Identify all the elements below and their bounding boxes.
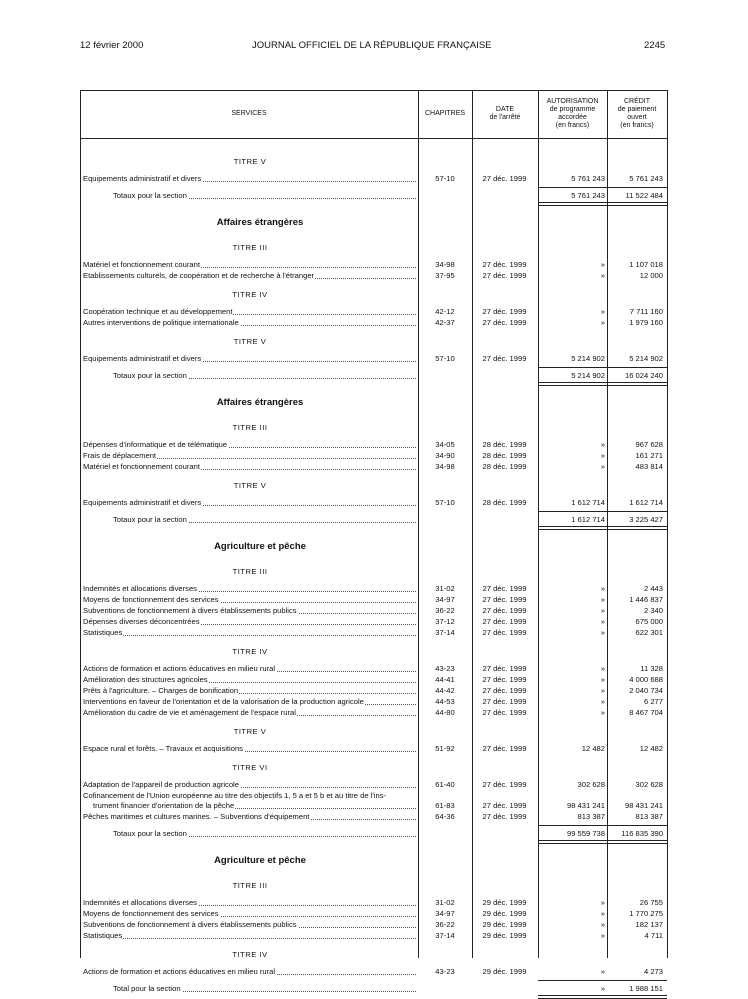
table-row <box>80 685 667 696</box>
service-text: Totaux pour la section <box>113 829 187 838</box>
autorisation-cell: » <box>600 440 605 449</box>
credit-cell: 1 612 714 <box>629 498 663 507</box>
table-row <box>80 696 667 707</box>
table-row <box>80 897 667 908</box>
titre-heading <box>80 156 667 167</box>
titre-heading <box>80 646 667 657</box>
chapitre-cell: 61-40 <box>435 780 455 789</box>
date-cell: 27 déc. 1999 <box>482 801 527 810</box>
chapitre-cell: 57-10 <box>435 354 455 363</box>
total-double-rule <box>538 382 667 386</box>
service-name <box>83 461 416 472</box>
column-header-date <box>472 90 538 138</box>
column-header-text: ouvert <box>627 114 647 121</box>
chapitre-cell: 57-10 <box>435 498 455 507</box>
service-name <box>83 173 416 184</box>
column-header-text: de l'arrêté <box>489 114 521 121</box>
titre-label: TITRE V <box>233 727 267 736</box>
table-row <box>80 353 667 364</box>
credit-cell: 98 431 241 <box>624 801 663 810</box>
titre-heading <box>80 762 667 773</box>
credit-cell: 161 271 <box>635 451 663 460</box>
date-cell: 27 déc. 1999 <box>482 584 527 593</box>
dot-leader <box>83 938 416 939</box>
chapitre-cell: 34-90 <box>435 451 455 460</box>
autorisation-cell: » <box>600 708 605 717</box>
service-text: Coopération technique et au développement <box>83 307 233 316</box>
section-heading <box>80 855 667 868</box>
dot-leader <box>83 635 416 636</box>
table-row <box>80 707 667 718</box>
service-name <box>83 317 416 328</box>
table-row <box>80 594 667 605</box>
autorisation-cell: 12 482 <box>581 744 605 753</box>
credit-cell: 1 770 275 <box>629 909 663 918</box>
autorisation-cell: » <box>600 606 605 615</box>
autorisation-cell: » <box>600 931 605 940</box>
chapitre-cell: 34-97 <box>435 909 455 918</box>
column-header-text: de programme <box>549 106 596 113</box>
service-text: Espace rural et forêts. – Travaux et acquisitions <box>83 744 243 753</box>
total-row <box>80 828 667 839</box>
chapitre-cell: 37-14 <box>435 931 455 940</box>
credit-cell: 2 443 <box>643 584 663 593</box>
service-name <box>113 370 416 381</box>
date-cell: 27 déc. 1999 <box>482 354 527 363</box>
chapitre-cell: 44-42 <box>435 686 455 695</box>
autorisation-cell: » <box>600 318 605 327</box>
service-name <box>83 450 416 461</box>
total-credit: 1 988 151 <box>629 984 663 993</box>
chapitre-cell: 34-98 <box>435 260 455 269</box>
date-cell: 27 déc. 1999 <box>482 606 527 615</box>
credit-cell: 4 711 <box>644 931 663 940</box>
date-cell: 29 déc. 1999 <box>482 920 527 929</box>
service-text: Equipements administratif et divers <box>83 498 202 507</box>
service-text: Actions de formation et actions éducatives en milieu rural <box>83 664 276 673</box>
total-rule <box>538 367 667 368</box>
chapitre-cell: 34-05 <box>435 440 455 449</box>
service-name <box>83 627 416 638</box>
service-name <box>83 439 416 450</box>
credit-cell: 2 040 734 <box>629 686 663 695</box>
column-header-credit <box>607 90 667 138</box>
chapitre-cell: 43-23 <box>435 967 455 976</box>
titre-label: TITRE IV <box>232 950 268 959</box>
titre-label: TITRE III <box>232 423 268 432</box>
autorisation-cell: » <box>600 584 605 593</box>
service-name <box>83 743 416 754</box>
chapitre-cell: 42-12 <box>435 307 455 316</box>
table-row <box>80 497 667 508</box>
total-double-rule <box>538 526 667 530</box>
service-name <box>83 966 416 977</box>
credit-cell: 8 467 704 <box>629 708 663 717</box>
chapitre-cell: 42-37 <box>435 318 455 327</box>
autorisation-cell: 1 612 714 <box>571 498 605 507</box>
service-text: Totaux pour la section <box>113 191 187 200</box>
service-name <box>83 306 416 317</box>
credit-cell: 11 328 <box>640 664 663 673</box>
titre-label: TITRE III <box>232 243 268 252</box>
column-header-text: de paiement <box>617 106 657 113</box>
column-header-text: SERVICES <box>231 110 267 117</box>
titre-heading <box>80 336 667 347</box>
journal-title: JOURNAL OFFICIEL DE LA RÉPUBLIQUE FRANÇAISE <box>252 40 492 51</box>
date-cell: 29 déc. 1999 <box>482 931 527 940</box>
service-name <box>93 800 416 811</box>
total-double-rule <box>538 995 667 999</box>
autorisation-cell: » <box>600 260 605 269</box>
date-cell: 27 déc. 1999 <box>482 697 527 706</box>
autorisation-cell: » <box>600 675 605 684</box>
credit-cell: 5 214 902 <box>629 354 663 363</box>
titre-label: TITRE IV <box>232 647 268 656</box>
credit-cell: 813 387 <box>635 812 663 821</box>
service-name <box>83 779 416 790</box>
table-row <box>80 583 667 594</box>
service-text: Amélioration du cadre de vie et aménagement de l'espace rural <box>83 708 296 717</box>
titre-label: TITRE V <box>233 481 267 490</box>
titre-heading <box>80 566 667 577</box>
chapitre-cell: 36-22 <box>435 606 455 615</box>
autorisation-cell: 302 628 <box>577 780 605 789</box>
credit-cell: 302 628 <box>635 780 663 789</box>
section-heading <box>80 217 667 230</box>
titre-label: TITRE IV <box>232 290 268 299</box>
date-cell: 29 déc. 1999 <box>482 909 527 918</box>
table-row <box>80 306 667 317</box>
date-cell: 29 déc. 1999 <box>482 898 527 907</box>
service-name <box>113 514 416 525</box>
col-divider <box>667 90 668 958</box>
chapitre-cell: 44-53 <box>435 697 455 706</box>
table-row <box>80 317 667 328</box>
credit-cell: 7 711 160 <box>629 307 663 316</box>
date-cell: 28 déc. 1999 <box>482 440 527 449</box>
service-text: Amélioration des structures agricoles <box>83 675 208 684</box>
table-row <box>80 259 667 270</box>
total-autorisation: 5 761 243 <box>571 191 605 200</box>
date-cell: 27 déc. 1999 <box>482 686 527 695</box>
service-text: Dépenses d'informatique et de télématique <box>83 440 228 449</box>
table-row <box>80 930 667 941</box>
column-header-text: (en francs) <box>555 122 590 129</box>
chapitre-cell: 37-12 <box>435 617 455 626</box>
table-row <box>80 616 667 627</box>
autorisation-cell: » <box>600 307 605 316</box>
chapitre-cell: 51-92 <box>435 744 455 753</box>
section-label: Affaires étrangères <box>216 397 304 408</box>
titre-label: TITRE VI <box>232 763 268 772</box>
total-credit: 116 835 390 <box>621 829 663 838</box>
credits-table <box>80 90 667 993</box>
total-credit: 11 522 484 <box>625 191 663 200</box>
credit-cell: 5 761 243 <box>629 174 663 183</box>
credit-cell: 12 482 <box>639 744 663 753</box>
autorisation-cell: » <box>600 271 605 280</box>
chapitre-cell: 44-41 <box>435 675 455 684</box>
column-header-text: DATE <box>495 106 515 113</box>
service-text: trument financier d'orientation de la pêche <box>93 801 235 810</box>
autorisation-cell: » <box>600 920 605 929</box>
service-name <box>83 259 416 270</box>
table-row <box>80 674 667 685</box>
total-autorisation: 1 612 714 <box>571 515 605 524</box>
date-cell: 27 déc. 1999 <box>482 318 527 327</box>
table-row <box>80 461 667 472</box>
date-cell: 27 déc. 1999 <box>482 617 527 626</box>
date-cell: 27 déc. 1999 <box>482 260 527 269</box>
service-name <box>83 583 416 594</box>
date-cell: 27 déc. 1999 <box>482 675 527 684</box>
service-text: Dépenses diverses déconcentrées <box>83 617 200 626</box>
autorisation-cell: » <box>600 686 605 695</box>
autorisation-cell: 813 387 <box>577 812 605 821</box>
chapitre-cell: 61-83 <box>435 801 455 810</box>
chapitre-cell: 31-02 <box>435 898 455 907</box>
titre-label: TITRE V <box>233 157 267 166</box>
chapitre-cell: 36-22 <box>435 920 455 929</box>
section-label: Affaires étrangères <box>216 217 304 228</box>
table-row <box>80 811 667 822</box>
autorisation-cell: » <box>600 967 605 976</box>
chapitre-cell: 34-97 <box>435 595 455 604</box>
titre-heading <box>80 480 667 491</box>
service-text: Subventions de fonctionnement à divers établissements publics <box>83 920 297 929</box>
credit-cell: 483 814 <box>635 462 663 471</box>
autorisation-cell: » <box>600 617 605 626</box>
service-text: Total pour la section <box>113 984 181 993</box>
service-name <box>83 919 416 930</box>
service-name <box>83 930 416 941</box>
service-text: Autres interventions de politique internationale <box>83 318 239 327</box>
credit-cell: 4 000 688 <box>629 675 663 684</box>
service-text: Equipements administratif et divers <box>83 354 202 363</box>
titre-heading <box>80 422 667 433</box>
date-cell: 29 déc. 1999 <box>482 967 527 976</box>
total-rule <box>538 187 667 188</box>
date-cell: 27 déc. 1999 <box>482 708 527 717</box>
total-row <box>80 983 667 994</box>
service-name <box>83 674 416 685</box>
date-cell: 27 déc. 1999 <box>482 595 527 604</box>
titre-label: TITRE V <box>233 337 267 346</box>
chapitre-cell: 57-10 <box>435 174 455 183</box>
service-name <box>113 828 416 839</box>
titre-label: TITRE III <box>232 567 268 576</box>
date-cell: 28 déc. 1999 <box>482 498 527 507</box>
section-label: Agriculture et pêche <box>214 541 306 552</box>
service-text: Totaux pour la section <box>113 371 187 380</box>
table-row <box>80 627 667 638</box>
service-text: Matériel et fonctionnement courant <box>83 260 200 269</box>
header-bottom-border <box>80 138 667 139</box>
page-date: 12 février 2000 <box>80 40 144 51</box>
service-name <box>83 897 416 908</box>
service-text: Matériel et fonctionnement courant <box>83 462 200 471</box>
service-name <box>83 707 416 718</box>
autorisation-cell: 5 214 902 <box>571 354 605 363</box>
autorisation-cell: » <box>600 909 605 918</box>
date-cell: 28 déc. 1999 <box>482 462 527 471</box>
total-double-rule <box>538 202 667 206</box>
section-heading <box>80 541 667 554</box>
titre-heading <box>80 949 667 960</box>
table-row <box>80 663 667 674</box>
service-text: Adaptation de l'appareil de production agricole <box>83 780 239 789</box>
credit-cell: 4 273 <box>643 967 663 976</box>
table-row <box>80 450 667 461</box>
autorisation-cell: » <box>600 595 605 604</box>
autorisation-cell: » <box>600 462 605 471</box>
date-cell: 28 déc. 1999 <box>482 451 527 460</box>
service-text: Actions de formation et actions éducatives en milieu rural <box>83 967 276 976</box>
service-name <box>113 190 416 201</box>
service-name <box>83 594 416 605</box>
titre-heading <box>80 242 667 253</box>
date-cell: 27 déc. 1999 <box>482 271 527 280</box>
chapitre-cell: 34-98 <box>435 462 455 471</box>
table-row <box>80 908 667 919</box>
autorisation-cell: » <box>600 664 605 673</box>
total-row <box>80 370 667 381</box>
credit-cell: 967 628 <box>635 440 663 449</box>
credit-cell: 1 446 837 <box>629 595 663 604</box>
total-credit: 16 024 240 <box>624 371 663 380</box>
chapitre-cell: 37-14 <box>435 628 455 637</box>
date-cell: 27 déc. 1999 <box>482 812 527 821</box>
total-autorisation: 99 559 738 <box>566 829 605 838</box>
table-row <box>80 173 667 184</box>
credit-cell: 675 000 <box>635 617 663 626</box>
credit-cell: 2 340 <box>643 606 663 615</box>
service-name <box>83 616 416 627</box>
table-row <box>80 791 667 811</box>
titre-label: TITRE III <box>232 881 268 890</box>
credit-cell: 622 301 <box>635 628 663 637</box>
date-cell: 27 déc. 1999 <box>482 307 527 316</box>
date-cell: 27 déc. 1999 <box>482 780 527 789</box>
table-row <box>80 966 667 977</box>
service-name <box>83 497 416 508</box>
autorisation-cell: 98 431 241 <box>566 801 605 810</box>
column-header-text: AUTORISATION <box>546 98 599 105</box>
table-row <box>80 779 667 790</box>
table-row <box>80 439 667 450</box>
service-name <box>83 663 416 674</box>
service-text: Prêts à l'agriculture. – Charges de bonification <box>83 686 239 695</box>
service-text: Pêches maritimes et cultures marines. – Subventions d'équipement <box>83 812 310 821</box>
credit-cell: 182 137 <box>635 920 663 929</box>
autorisation-cell: » <box>600 898 605 907</box>
autorisation-cell: 5 761 243 <box>571 174 605 183</box>
autorisation-cell: » <box>600 628 605 637</box>
credit-cell: 12 000 <box>639 271 663 280</box>
date-cell: 27 déc. 1999 <box>482 174 527 183</box>
date-cell: 27 déc. 1999 <box>482 628 527 637</box>
chapitre-cell: 64-36 <box>435 812 455 821</box>
service-name <box>83 605 416 616</box>
service-text: Moyens de fonctionnement des services <box>83 595 219 604</box>
section-label: Agriculture et pêche <box>214 855 306 866</box>
service-name <box>83 270 416 281</box>
table-row <box>80 270 667 281</box>
section-heading <box>80 397 667 410</box>
titre-heading <box>80 289 667 300</box>
autorisation-cell: » <box>600 697 605 706</box>
service-text: Subventions de fonctionnement à divers établissements publics <box>83 606 297 615</box>
total-autorisation: 5 214 902 <box>571 371 605 380</box>
service-text: Statistiques <box>83 931 123 940</box>
total-double-rule <box>538 840 667 844</box>
date-cell: 27 déc. 1999 <box>482 744 527 753</box>
service-text: Indemnités et allocations diverses <box>83 584 197 593</box>
credit-cell: 1 979 160 <box>629 318 663 327</box>
column-header-text: accordée <box>558 114 587 121</box>
chapitre-cell: 44-80 <box>435 708 455 717</box>
date-cell: 27 déc. 1999 <box>482 664 527 673</box>
service-text: Equipements administratif et divers <box>83 174 202 183</box>
total-row <box>80 514 667 525</box>
chapitre-cell: 37-95 <box>435 271 455 280</box>
table-row <box>80 743 667 754</box>
service-name <box>83 353 416 364</box>
table-row <box>80 919 667 930</box>
service-name <box>83 811 416 822</box>
service-text: Frais de déplacement <box>83 451 157 460</box>
service-text: Statistiques <box>83 628 123 637</box>
total-rule <box>538 825 667 826</box>
service-text: Etablissements culturels, de coopération et de recherche à l'étranger <box>83 271 315 280</box>
total-row <box>80 190 667 201</box>
autorisation-cell: » <box>600 451 605 460</box>
chapitre-cell: 43-23 <box>435 664 455 673</box>
service-name <box>83 696 416 707</box>
service-text: Interventions en faveur de l'orientation et de la valorisation de la production agricole <box>83 697 364 706</box>
service-name-line1: Cofinancement de l'Union européenne au titre des objectifs 1, 5 a et 5 b et au titre de l'ins- <box>83 791 387 800</box>
total-rule <box>538 980 667 981</box>
titre-heading <box>80 880 667 891</box>
column-header-text: CRÉDIT <box>623 98 651 105</box>
total-credit: 3 225 427 <box>629 515 663 524</box>
credit-cell: 1 107 018 <box>629 260 663 269</box>
chapitre-cell: 31-02 <box>435 584 455 593</box>
service-text: Totaux pour la section <box>113 515 187 524</box>
credit-cell: 6 277 <box>643 697 663 706</box>
service-name <box>83 685 416 696</box>
column-header-text: CHAPITRES <box>424 110 466 117</box>
column-header-services <box>80 90 418 138</box>
total-autorisation: » <box>600 984 605 993</box>
titre-heading <box>80 726 667 737</box>
total-rule <box>538 511 667 512</box>
page-number: 2245 <box>644 40 666 51</box>
column-header-text: (en francs) <box>620 122 654 129</box>
column-header-chapitres <box>418 90 472 138</box>
service-text: Moyens de fonctionnement des services <box>83 909 219 918</box>
service-name <box>113 983 416 994</box>
table-row <box>80 605 667 616</box>
service-text: Indemnités et allocations diverses <box>83 898 197 907</box>
column-header-autorisation <box>538 90 607 138</box>
credit-cell: 26 755 <box>639 898 663 907</box>
service-name <box>83 908 416 919</box>
